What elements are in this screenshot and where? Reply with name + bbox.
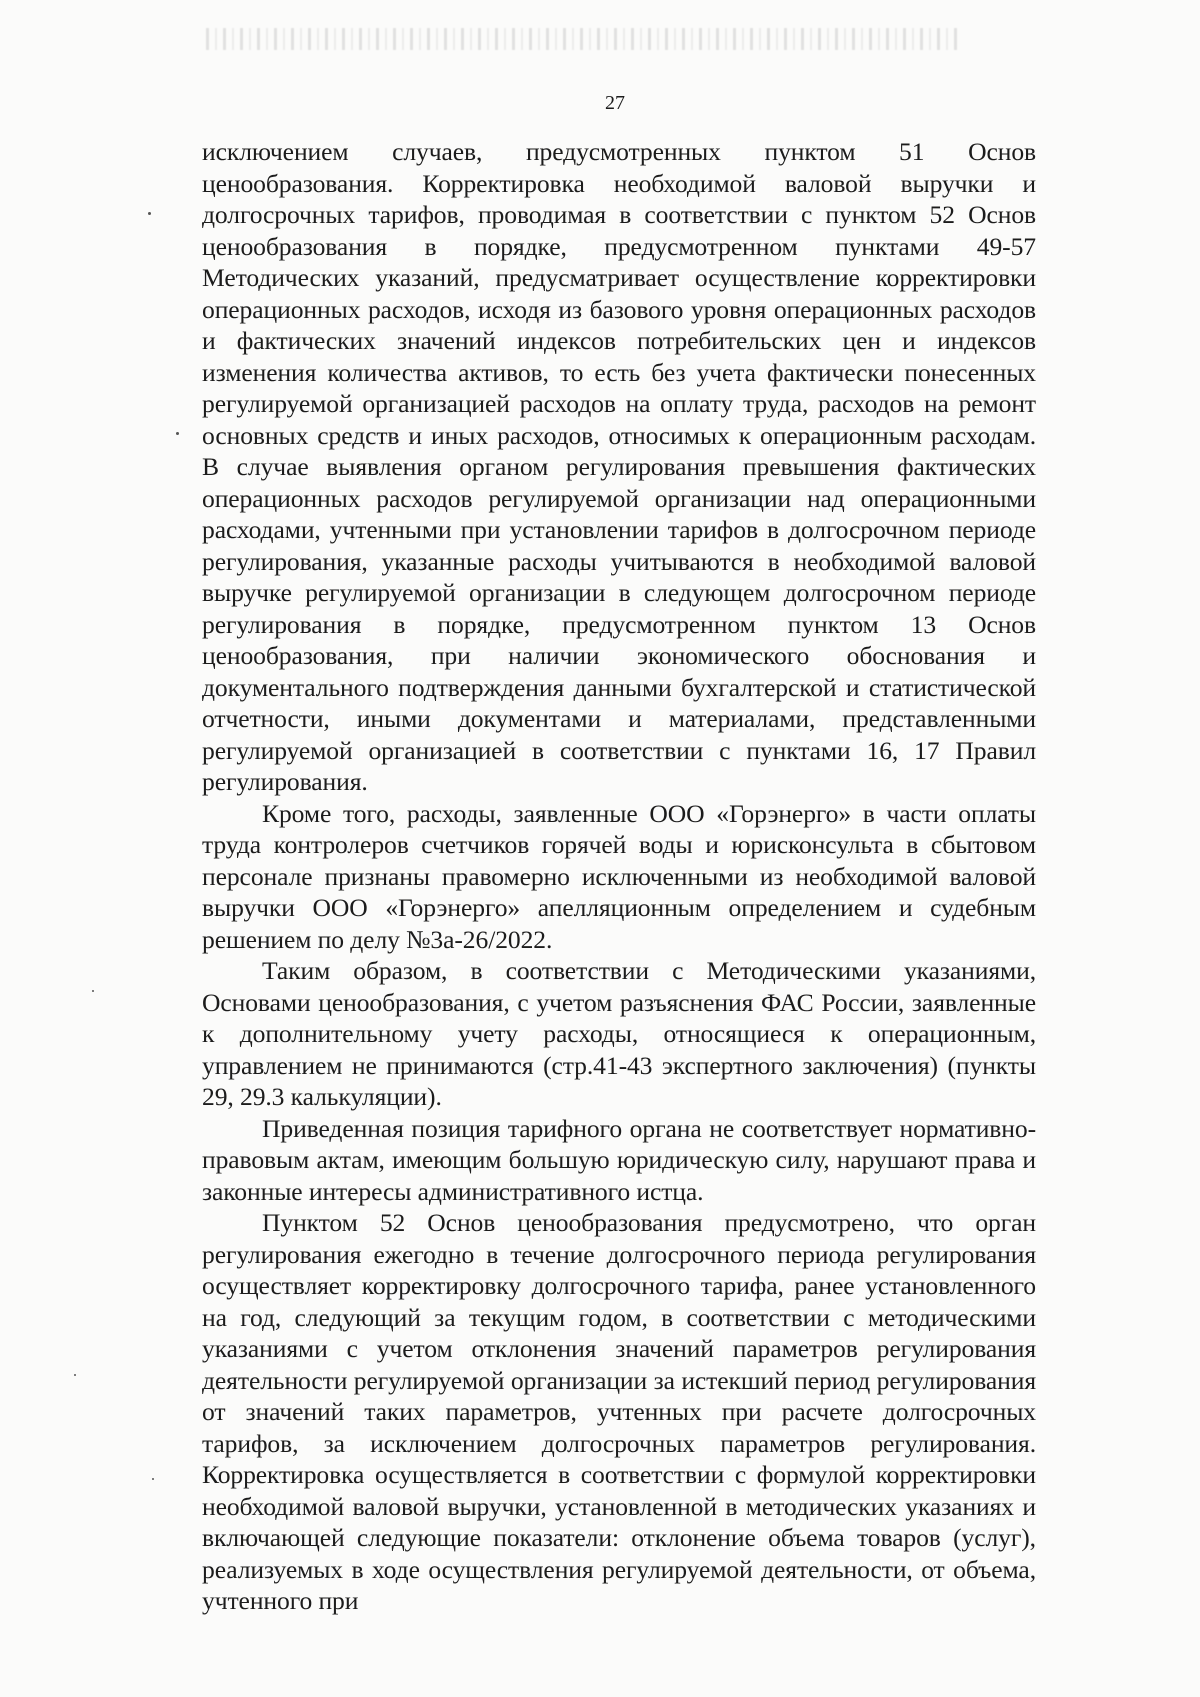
- page-number: 27: [605, 92, 625, 114]
- scan-speck: [148, 212, 151, 215]
- scan-speck: [74, 1374, 76, 1376]
- document-body: [202, 136, 1036, 1617]
- scan-speck: [152, 1478, 154, 1480]
- paragraph-2: Кроме того, расходы, заявленные ООО «Горэнерго» в части оплаты труда контролеров счетчиков горячей воды и юрисконсульта в сбытовом персонале признаны правомерно исключенными из необходимой валовой выручки ООО «Горэнерго» апелляционным определением и судебным решением по делу №3а-26/2022.: [202, 798, 1036, 954]
- paragraph-1: исключением случаев, предусмотренных пунктом 51 Основ ценообразования. Корректировка необходимой валовой выручки и долгосрочных тарифов, проводимая в соответствии с пунктом 52 Основ ценообразования в порядке, предусмотренном пунктами 49-57 Методических указаний, предусматривает осуществление корректировки операционных расходов, исходя из базового уровня операционных расходов и фактических значений индексов потребительских цен и индексов изменения количества активов, то есть без учета фактически понесенных регулируемой организацией расходов на оплату труда, расходов на ремонт основных средств и иных расходов, относимых к операционным расходам. В случае выявления органом регулирования превышения фактических операционных расходов регулируемой организации над операционными расходами, учтенными при установлении тарифов в долгосрочном периоде регулирования, указанные расходы учитываются в необходимой валовой выручке регулируемой организации в следующем долгосрочном периоде регулирования в порядке, предусмотренном пунктом 13 Основ ценообразования, при наличии экономического обоснования и документального подтверждения данными бухгалтерской и статистической отчетности, иными документами и материалами, представленными регулируемой организацией в соответствии с пунктами 16, 17 Правил регулирования.: [202, 137, 1036, 796]
- scan-speck: [92, 990, 94, 992]
- paragraph-5: Пунктом 52 Основ ценообразования предусмотрено, что орган регулирования ежегодно в течение долгосрочного периода регулирования осуществляет корректировку долгосрочного тарифа, ранее установленного на год, следующий за текущим годом, в соответствии с методическими указаниями с учетом отклонения значений параметров регулирования деятельности регулируемой организации за истекший период регулирования от значений таких параметров, учтенных при расчете долгосрочных тарифов, за исключением долгосрочных параметров регулирования. Корректировка осуществляется в соответствии с формулой корректировки необходимой валовой выручки, установленной в методических указаниях и включающей следующие показатели: отклонение объема товаров (услуг), реализуемых в ходе осуществления регулируемой деятельности, от объема, учтенного при: [202, 1208, 1036, 1615]
- paragraph-3: Таким образом, в соответствии с Методическими указаниями, Основами ценообразования, с учетом разъяснения ФАС России, заявленные к дополнительному учету расходы, относящиеся к операционным, управлением не принимаются (стр.41-43 экспертного заключения) (пункты 29, 29.3 калькуляции).: [202, 956, 1036, 1111]
- paragraph-4: Приведенная позиция тарифного органа не соответствует нормативно-правовым актам, имеющим большую юридическую силу, нарушают права и законные интересы административного истца.: [202, 1113, 1036, 1206]
- scan-speck: [176, 432, 179, 435]
- scan-artifact-strip: [200, 28, 960, 50]
